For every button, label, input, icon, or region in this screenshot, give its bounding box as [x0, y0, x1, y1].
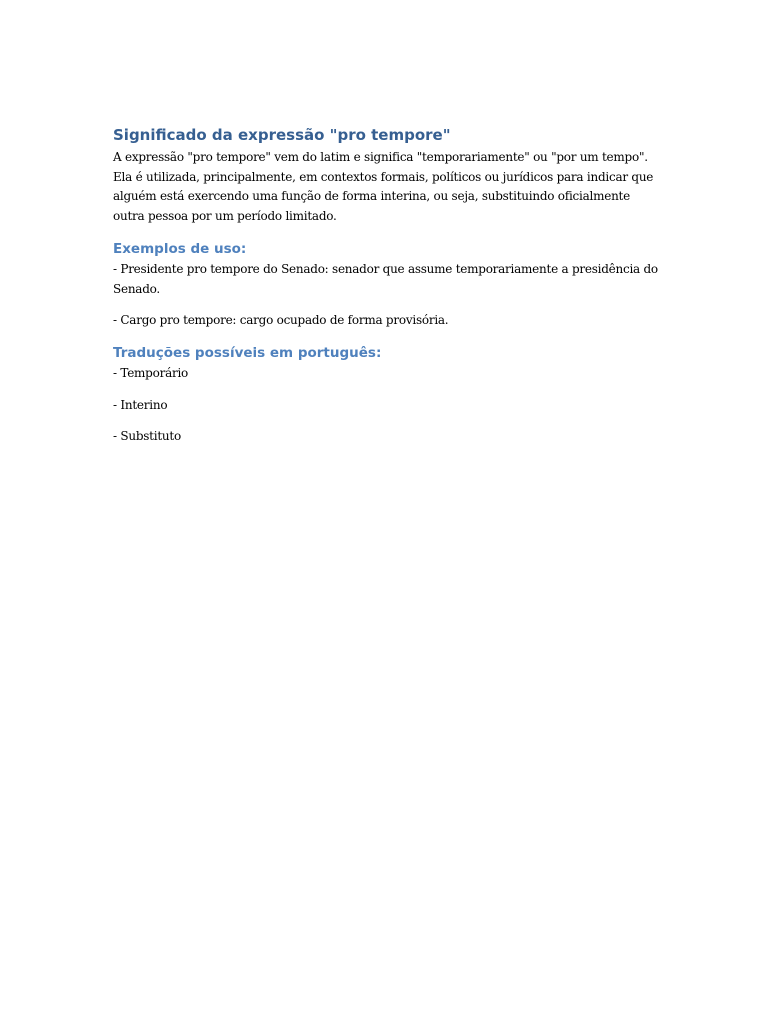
- translations-section: [113, 343, 658, 447]
- translation-item: - Interino: [113, 397, 168, 412]
- document-page: [113, 124, 658, 459]
- translations-heading: Traduções possíveis em português:: [113, 344, 382, 361]
- example-item: - Cargo pro tempore: cargo ocupado de forma provisória.: [113, 313, 449, 328]
- translation-item: - Temporário: [113, 365, 189, 380]
- translation-item: - Substituto: [113, 429, 181, 444]
- examples-section: [113, 239, 658, 331]
- examples-heading: Exemplos de uso:: [113, 240, 247, 257]
- document-title: Significado da expressão "pro tempore": [113, 126, 451, 144]
- example-item: - Presidente pro tempore do Senado: senador que assume temporariamente a presidência do Senado.: [113, 261, 658, 296]
- intro-paragraph: A expressão "pro tempore" vem do latim e significa "temporariamente" ou "por um tempo". Ela é utilizada, principalmente, em contextos formais, políticos ou jurídicos para indicar que alguém está exercendo uma função de forma interina, ou seja, substituindo oficialmente outra pessoa por um período limitado.: [113, 150, 654, 224]
